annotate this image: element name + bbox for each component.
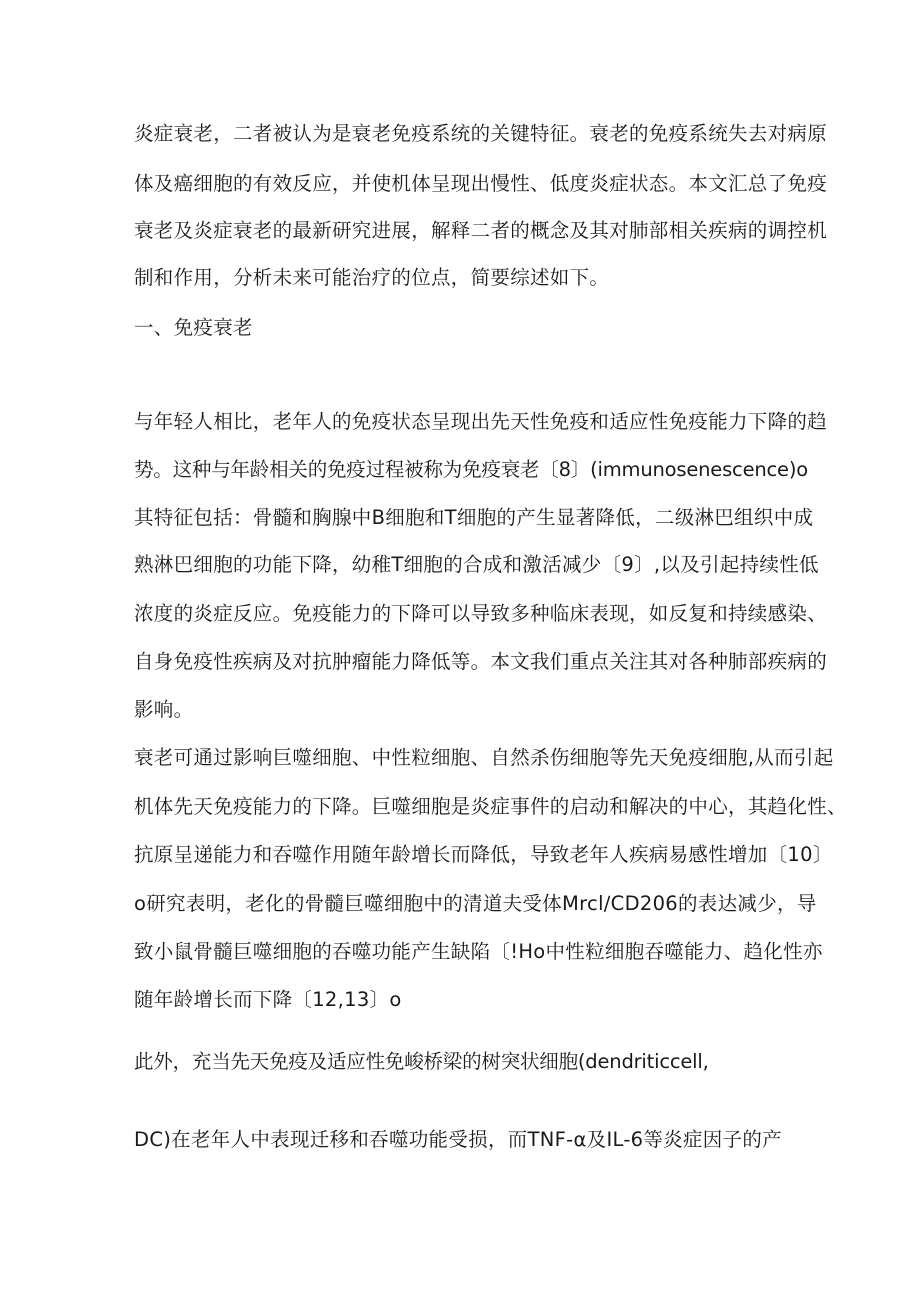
paragraph-line: 制和作用，分析未来可能治疗的位点，简要综述如下。 [134, 266, 610, 289]
paragraph-line: DC)在老年人中表现迁移和吞噬功能受损，而TNF-α及IL-6等炎症因子的产 [134, 1128, 782, 1151]
paragraph-line: 体及癌细胞的有效反应，并使机体呈现出慢性、低度炎症状态。本文汇总了免疫 [134, 172, 828, 195]
paragraph-line: 其特征包括：骨髓和胸腺中B细胞和T细胞的产生显著降低，二级淋巴组织中成 [134, 506, 814, 529]
paragraph-line: 影响。 [134, 698, 194, 721]
paragraph-line: 与年轻人相比，老年人的免疫状态呈现出先天性免疫和适应性免疫能力下降的趋 [134, 410, 828, 433]
paragraph-line: 熟淋巴细胞的功能下降，幼稚T细胞的合成和激活减少〔9〕,以及引起持续性低 [134, 553, 819, 576]
paragraph-line: 随年龄增长而下降〔12,13〕o [134, 988, 402, 1011]
paragraph-line: 浓度的炎症反应。免疫能力的下降可以导致多种临床表现，如反复和持续感染、 [134, 602, 828, 625]
paragraph-line: 此外，充当先天免疫及适应性免峻桥梁的树突状细胞(dendriticcell, [134, 1050, 709, 1073]
paragraph-line: o研究表明，老化的骨髓巨噬细胞中的清道夫受体Mrcl∕CD206的表达减少，导 [134, 892, 817, 915]
paragraph-line: 机体先天免疫能力的下降。巨噬细胞是炎症事件的启动和解决的中心，其趋化性、 [134, 795, 847, 818]
section-heading: 一、免疫衰老 [134, 316, 253, 339]
paragraph-line: 衰老可通过影响巨噬细胞、中性粒细胞、自然杀伤细胞等先天免疫细胞,从而引起 [134, 746, 834, 769]
paragraph-line: 抗原呈递能力和吞噬作用随年龄增长而降低，导致老年人疾病易感性增加〔10〕 [134, 843, 833, 866]
paragraph-line: 衰老及炎症衰老的最新研究进展，解释二者的概念及其对肺部相关疾病的调控机 [134, 219, 828, 242]
paragraph-line: 致小鼠骨髓巨噬细胞的吞噬功能产生缺陷〔!Ho中性粒细胞吞噬能力、趋化性亦 [134, 940, 823, 963]
paragraph-line: 自身免疫性疾病及对抗肿瘤能力降低等。本文我们重点关注其对各种肺部疾病的 [134, 650, 828, 673]
paragraph-line: 势。这种与年龄相关的免疫过程被称为免疫衰老〔8〕(immunosenescence)o [134, 458, 808, 481]
paragraph-line: 炎症衰老，二者被认为是衰老免疫系统的关键特征。衰老的免疫系统失去对病原 [134, 122, 828, 145]
